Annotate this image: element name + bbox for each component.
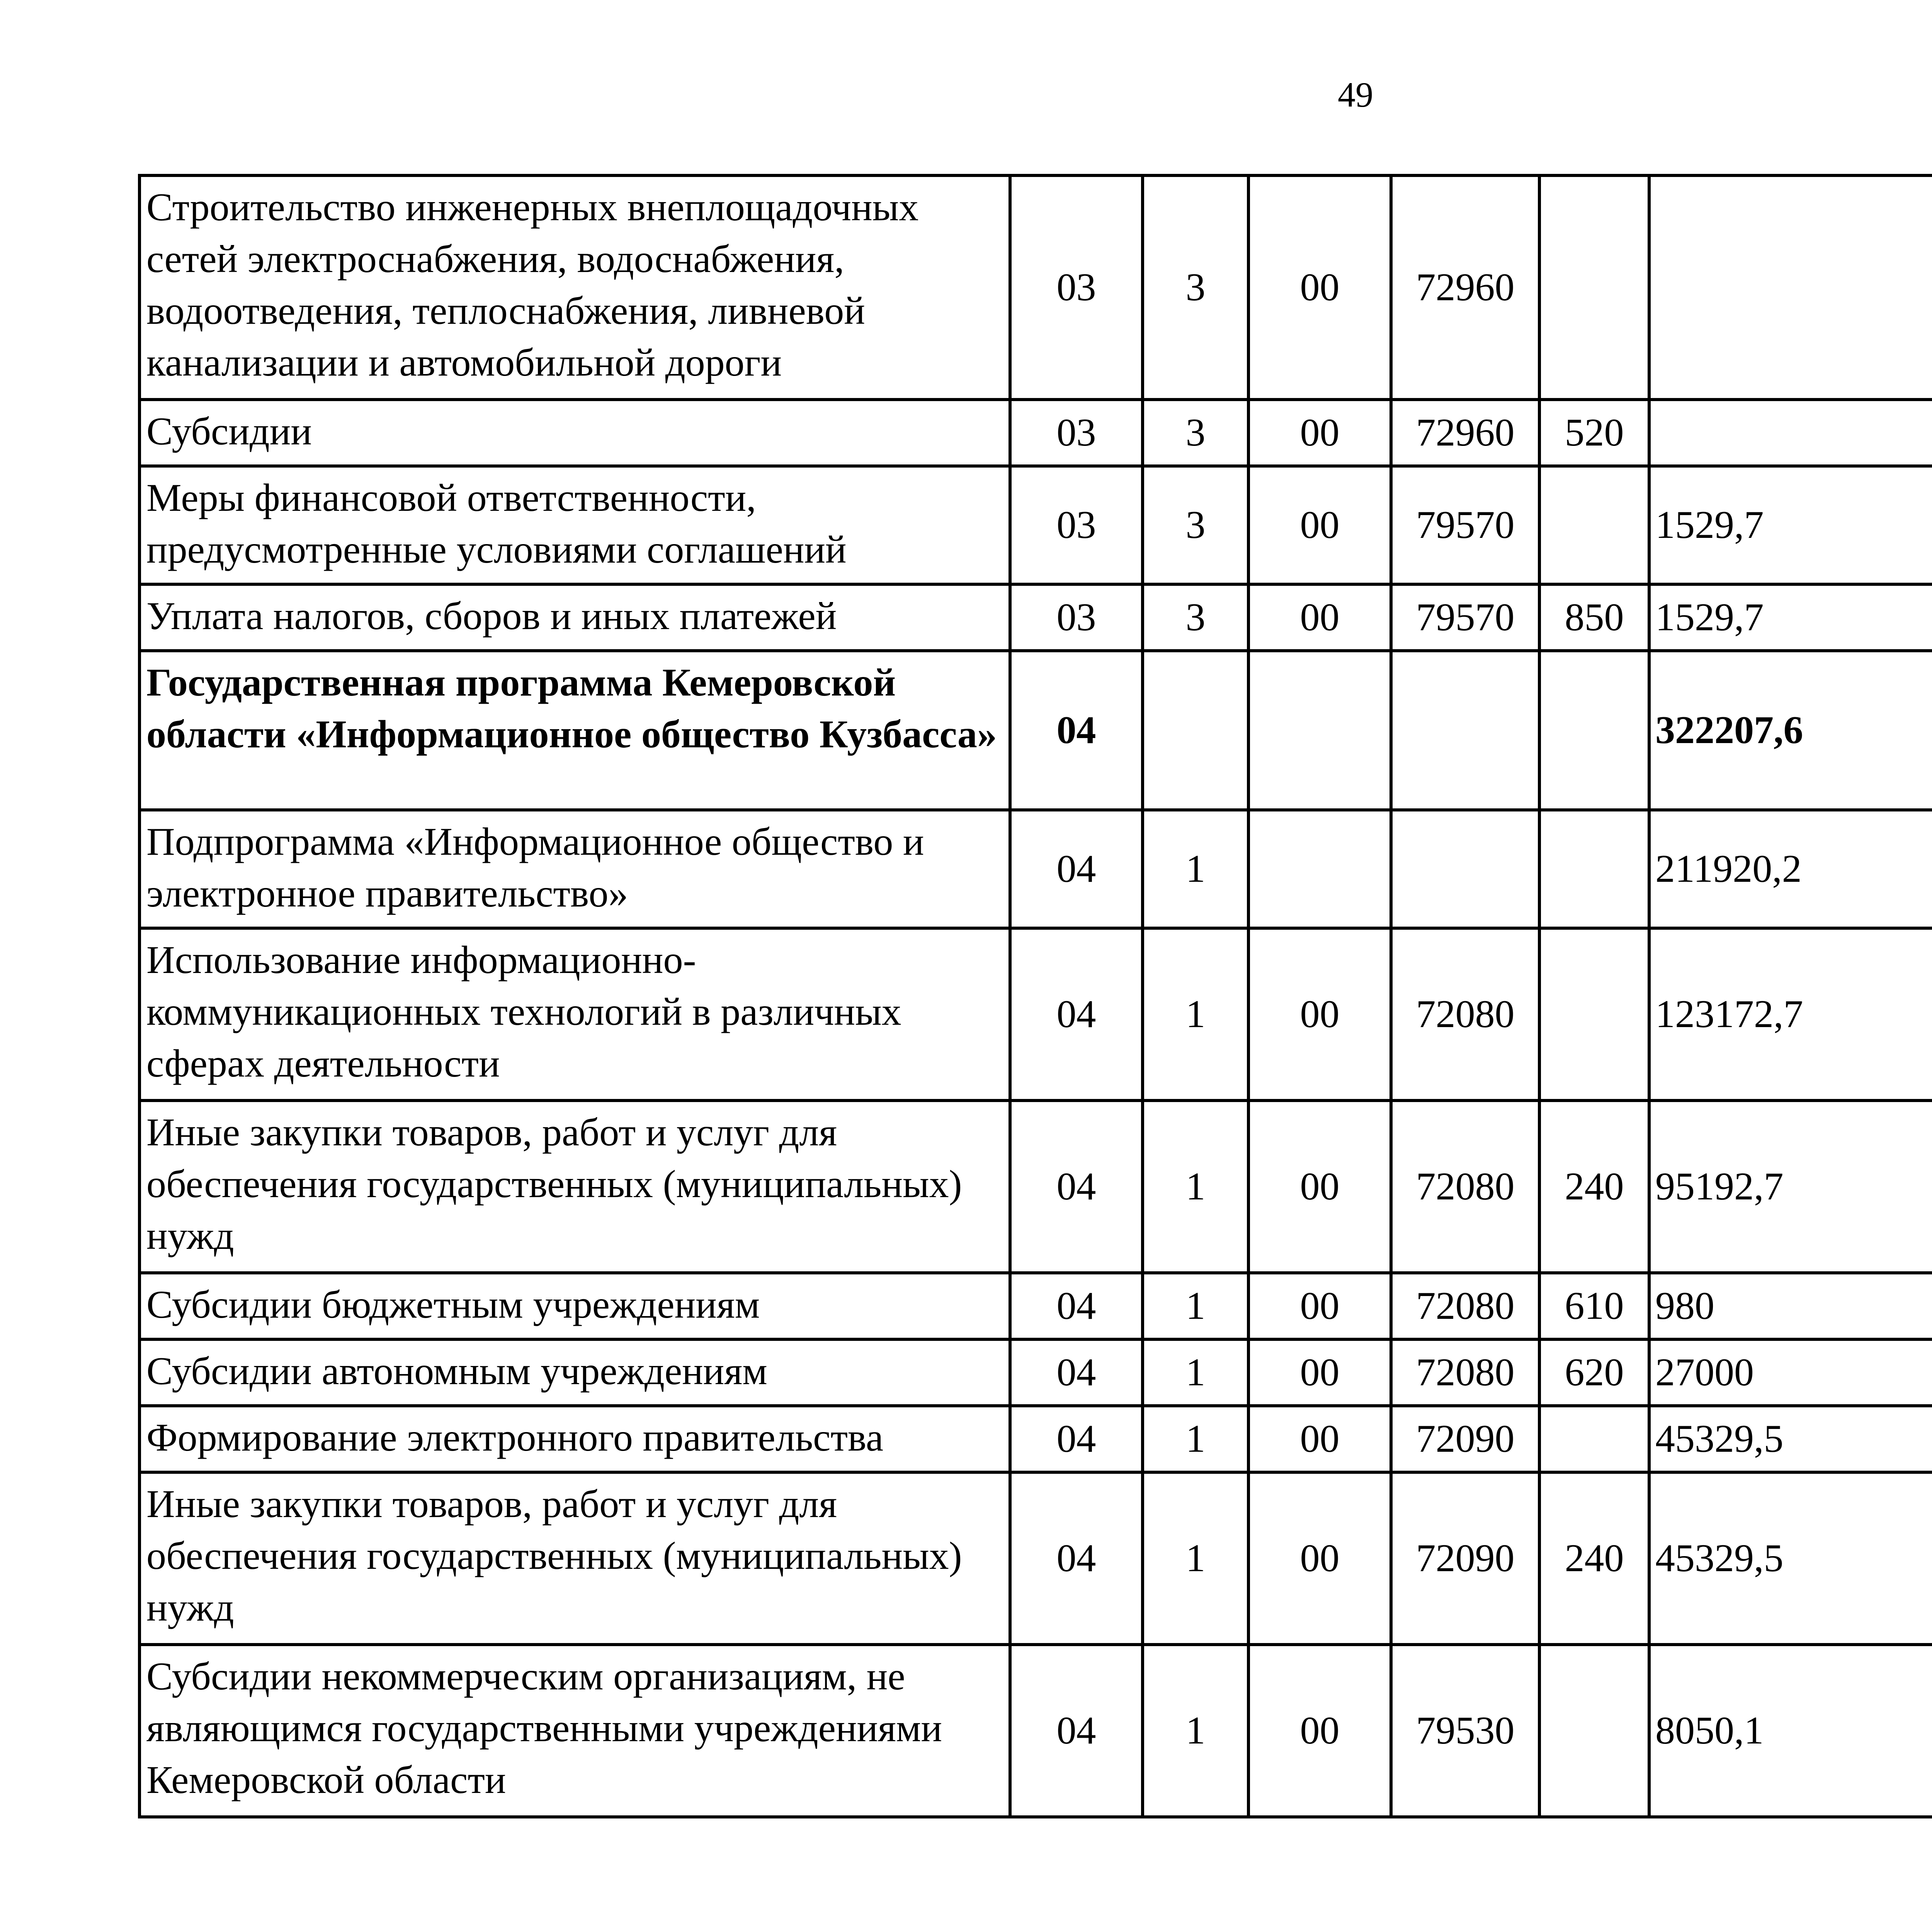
code-subprogram: 3 [1143,466,1248,584]
amount-year-1: 45329,5 [1649,1406,1932,1472]
amount-year-1: 95192,7 [1649,1101,1932,1273]
code-subprogram: 1 [1143,1472,1248,1645]
code-direction: 79570 [1391,466,1539,584]
code-expense-type: 610 [1539,1273,1649,1339]
code-program: 04 [1010,1406,1143,1472]
code-direction: 72960 [1391,400,1539,466]
code-program: 04 [1010,1273,1143,1339]
table-row [139,651,1932,810]
budget-table [138,174,1932,1818]
row-name: Субсидии автономным учреждениям [139,1339,1010,1406]
code-expense-type: 850 [1539,584,1649,651]
code-program: 03 [1010,400,1143,466]
code-expense-type: 520 [1539,400,1649,466]
code-subprogram: 1 [1143,1406,1248,1472]
amount-year-1: 8050,1 [1649,1645,1932,1817]
code-program: 03 [1010,584,1143,651]
code-direction: 79530 [1391,1645,1539,1817]
table-row [139,400,1932,466]
amount-year-1: 27000 [1649,1339,1932,1406]
code-program: 04 [1010,651,1143,810]
code-subprogram: 1 [1143,810,1248,928]
code-direction [1391,810,1539,928]
code-direction: 72080 [1391,1273,1539,1339]
code-main-activity: 00 [1248,1273,1391,1339]
table-row [139,175,1932,400]
table-row [139,1406,1932,1472]
code-main-activity [1248,651,1391,810]
code-expense-type [1539,1406,1649,1472]
code-direction: 72090 [1391,1472,1539,1645]
amount-year-1: 322207,6 [1649,651,1932,810]
code-main-activity [1248,810,1391,928]
code-program: 03 [1010,466,1143,584]
code-expense-type: 620 [1539,1339,1649,1406]
code-expense-type [1539,466,1649,584]
code-main-activity: 00 [1248,584,1391,651]
code-expense-type [1539,175,1649,400]
code-expense-type [1539,1645,1649,1817]
code-direction [1391,651,1539,810]
code-subprogram: 1 [1143,1101,1248,1273]
code-direction: 72080 [1391,1339,1539,1406]
code-main-activity: 00 [1248,1101,1391,1273]
code-subprogram: 1 [1143,1273,1248,1339]
table-row [139,466,1932,584]
code-expense-type: 240 [1539,1101,1649,1273]
amount-year-1: 1529,7 [1649,466,1932,584]
row-name: Строительство инженерных внеплощадочных сетей электроснабжения, водоснабжения, водоотведения, теплоснабжения, ливневой канализации и автомобильной дороги [139,175,1010,400]
code-program: 04 [1010,1645,1143,1817]
code-direction: 72080 [1391,1101,1539,1273]
code-program: 04 [1010,810,1143,928]
row-name: Использование информационно-коммуникационных технологий в различных сферах деятельности [139,928,1010,1101]
table-row [139,1472,1932,1645]
row-name: Иные закупки товаров, работ и услуг для обеспечения государственных (муниципальных) нужд [139,1101,1010,1273]
row-name: Уплата налогов, сборов и иных платежей [139,584,1010,651]
code-subprogram: 1 [1143,1339,1248,1406]
code-program: 03 [1010,175,1143,400]
code-main-activity: 00 [1248,466,1391,584]
code-expense-type [1539,810,1649,928]
amount-year-1 [1649,400,1932,466]
table-row [139,1101,1932,1273]
code-main-activity: 00 [1248,1406,1391,1472]
code-direction: 79570 [1391,584,1539,651]
table-row [139,928,1932,1101]
amount-year-1: 1529,7 [1649,584,1932,651]
page-number: 49 [1338,75,1373,114]
code-subprogram [1143,651,1248,810]
code-direction: 72090 [1391,1406,1539,1472]
code-program: 04 [1010,928,1143,1101]
row-name: Иные закупки товаров, работ и услуг для обеспечения государственных (муниципальных) нужд [139,1472,1010,1645]
table-row [139,1273,1932,1339]
row-name: Субсидии некоммерческим организациям, не являющимся государственными учреждениями Кемеровской области [139,1645,1010,1817]
code-subprogram: 3 [1143,175,1248,400]
row-name: Субсидии [139,400,1010,466]
amount-year-1: 980 [1649,1273,1932,1339]
code-main-activity: 00 [1248,928,1391,1101]
table-row [139,1339,1932,1406]
code-subprogram: 1 [1143,928,1248,1101]
row-name: Субсидии бюджетным учреждениям [139,1273,1010,1339]
code-main-activity: 00 [1248,175,1391,400]
code-subprogram: 1 [1143,1645,1248,1817]
amount-year-1 [1649,175,1932,400]
code-expense-type: 240 [1539,1472,1649,1645]
amount-year-1: 211920,2 [1649,810,1932,928]
row-name: Формирование электронного правительства [139,1406,1010,1472]
code-expense-type [1539,928,1649,1101]
row-name: Меры финансовой ответственности, предусмотренные условиями соглашений [139,466,1010,584]
table-row [139,1645,1932,1817]
code-main-activity: 00 [1248,1339,1391,1406]
code-direction: 72080 [1391,928,1539,1101]
code-main-activity: 00 [1248,1645,1391,1817]
code-main-activity: 00 [1248,1472,1391,1645]
row-name: Государственная программа Кемеровской области «Информационное общество Кузбасса» [139,651,1010,810]
code-expense-type [1539,651,1649,810]
row-name: Подпрограмма «Информационное общество и электронное правительство» [139,810,1010,928]
amount-year-1: 45329,5 [1649,1472,1932,1645]
code-program: 04 [1010,1101,1143,1273]
table-row [139,584,1932,651]
code-subprogram: 3 [1143,584,1248,651]
table-row [139,810,1932,928]
code-subprogram: 3 [1143,400,1248,466]
code-program: 04 [1010,1339,1143,1406]
code-direction: 72960 [1391,175,1539,400]
code-program: 04 [1010,1472,1143,1645]
amount-year-1: 123172,7 [1649,928,1932,1101]
code-main-activity: 00 [1248,400,1391,466]
